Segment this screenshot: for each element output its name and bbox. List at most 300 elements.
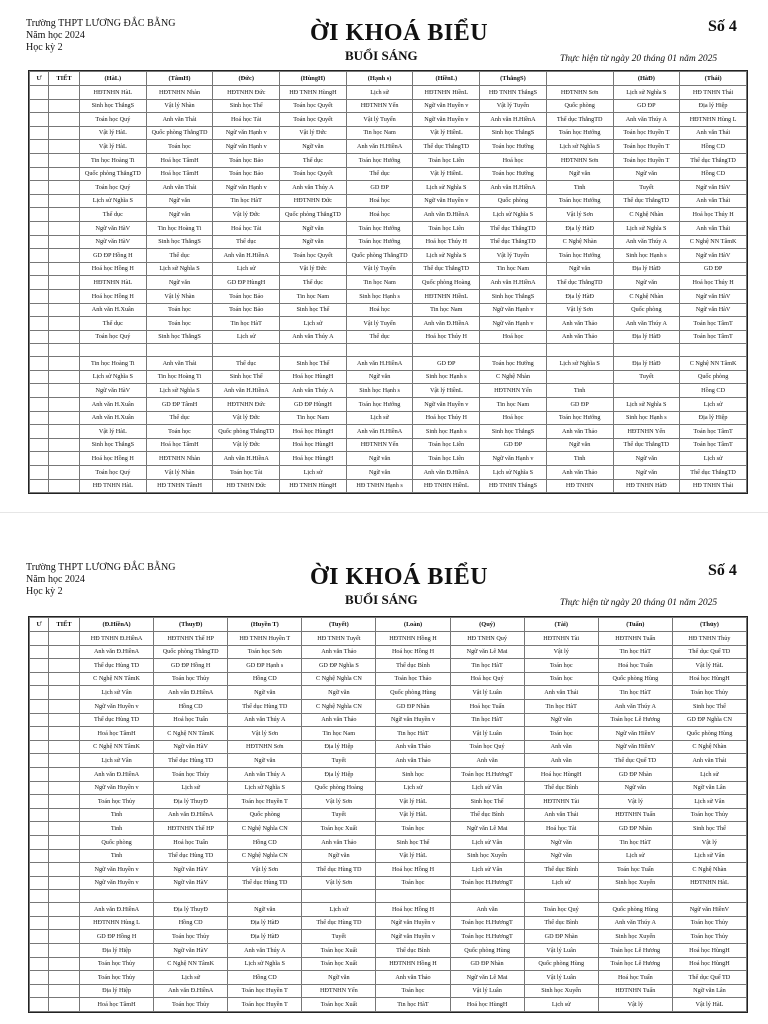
table-cell	[49, 903, 80, 917]
table-cell: Ngữ văn HàV	[680, 249, 747, 263]
table-cell	[49, 998, 80, 1012]
table-cell: Anh văn Thảo	[546, 330, 613, 344]
table-cell: Thể dục Quế TD	[598, 754, 672, 768]
table-cell: Quốc phòng	[680, 370, 747, 384]
table-row	[30, 944, 747, 958]
table-cell: Anh văn Đ.HiềnA	[80, 767, 154, 781]
table-cell	[30, 957, 49, 971]
table-row	[30, 276, 747, 290]
table-cell: Anh văn	[450, 903, 524, 917]
table-cell: Lịch sử	[346, 86, 413, 100]
table-cell: Tin học HàT	[524, 699, 598, 713]
table-cell: Tin học Hoàng Ti	[146, 370, 213, 384]
table-cell: Ngữ văn	[228, 686, 302, 700]
table-cell: Ngữ văn	[346, 466, 413, 480]
table-cell: Hồng CD	[228, 672, 302, 686]
table-cell	[49, 452, 80, 466]
table-cell: Thể dục Bình	[376, 944, 450, 958]
table-cell: C Nghệ Nhàn	[546, 235, 613, 249]
table-cell	[228, 890, 302, 903]
table-cell: Tinh	[546, 384, 613, 398]
table-cell	[30, 781, 49, 795]
table-cell: Ngữ văn	[302, 849, 376, 863]
table-cell: Sinh học ThắngS	[146, 330, 213, 344]
table-cell	[49, 370, 80, 384]
table-cell: Quốc phòng Hùng	[598, 903, 672, 917]
column-header: (I.oàn)	[376, 618, 450, 632]
table-cell: Hoá học TâmH	[80, 998, 154, 1012]
table-cell	[49, 140, 80, 154]
table-cell: Vật lý Tuyến	[346, 262, 413, 276]
table-cell	[613, 384, 680, 398]
table-cell: Anh văn H.HiềnA	[480, 181, 547, 195]
table-cell	[30, 99, 49, 113]
table-cell	[80, 890, 154, 903]
table-cell: Lịch sử	[376, 781, 450, 795]
table-cell: HĐTNHN Tài	[524, 632, 598, 646]
table-cell: Vật lý HàL	[80, 126, 147, 140]
table-cell	[376, 890, 450, 903]
table-cell: Toán học Liên	[413, 221, 480, 235]
table-cell: Hoá học HùngH	[524, 767, 598, 781]
table-cell: Anh văn Thúy A	[613, 235, 680, 249]
table-cell: Thể dục ThắngTD	[546, 113, 613, 127]
table-cell: Toán học Tài	[213, 466, 280, 480]
table-cell: Ngữ văn Lê Mai	[450, 645, 524, 659]
table-cell: C Nghệ NN TâmK	[80, 672, 154, 686]
table-cell: Ngữ văn Huyền v	[376, 713, 450, 727]
session-title: BUỔI SÁNG	[345, 592, 418, 607]
table-cell: Toán học TâmT	[680, 317, 747, 331]
table-row	[30, 466, 747, 480]
table-cell: Toán học	[524, 727, 598, 741]
table-cell: Anh văn H.HiềnA	[346, 140, 413, 154]
table-cell: Ngữ văn Huyền v	[376, 930, 450, 944]
table-cell: Địa lý Hiệp	[302, 767, 376, 781]
table-cell: HĐ TNHN Tuyết	[302, 632, 376, 646]
table-cell	[30, 208, 49, 222]
separator-row	[30, 344, 747, 357]
table-cell	[30, 398, 49, 412]
table-cell	[30, 113, 49, 127]
table-cell: Anh văn Thái	[680, 126, 747, 140]
table-cell: Sinh học Thể	[280, 303, 347, 317]
table-cell: GD ĐP Nhàn	[450, 957, 524, 971]
table-cell	[30, 425, 49, 439]
table-cell: Sinh học Thể	[672, 699, 746, 713]
table-cell: Địa lý HàĐ	[546, 289, 613, 303]
table-cell: Vật lý HiềnL	[413, 126, 480, 140]
table-cell: Anh văn H.Xuân	[80, 303, 147, 317]
table-cell: Ngữ văn	[546, 262, 613, 276]
table-cell: Toán học Bảo	[213, 289, 280, 303]
table-cell: HĐTNHN Đức	[280, 194, 347, 208]
table-cell: Hồng CD	[680, 167, 747, 181]
column-header: (HiềnL)	[413, 72, 480, 86]
table-cell	[49, 890, 80, 903]
table-cell	[450, 890, 524, 903]
table-cell: Tin học HàT	[376, 998, 450, 1012]
table-cell: HĐTNHN HiềnL	[413, 289, 480, 303]
semester: Học kỳ 2	[26, 42, 63, 53]
table-cell	[49, 113, 80, 127]
table-row	[30, 411, 747, 425]
table-cell: HĐ TNHN ThắngS	[480, 479, 547, 493]
table-cell: Ngữ văn Lê Mai	[450, 822, 524, 836]
table-cell: Toán học Quý	[80, 113, 147, 127]
table-cell: Anh văn Thảo	[546, 466, 613, 480]
table-row	[30, 153, 747, 167]
table-cell: Quốc phòng Hoàng	[302, 781, 376, 795]
table-cell: Anh văn Thái	[524, 808, 598, 822]
table-cell: Thể dục	[146, 249, 213, 263]
table-cell: Toán học	[524, 659, 598, 673]
table-cell: Lịch sử Nghĩa S	[80, 370, 147, 384]
table-cell	[30, 822, 49, 836]
table-cell: Toán học TâmT	[680, 438, 747, 452]
table-cell: Vật lý Tuyến	[346, 317, 413, 331]
table-cell: Anh văn Thái	[146, 357, 213, 371]
table-cell: Tinh	[80, 808, 154, 822]
table-cell	[49, 99, 80, 113]
table-row	[30, 659, 747, 673]
table-cell: Toán học Thủy	[672, 916, 746, 930]
table-cell: C Nghệ Nghĩa CN	[228, 822, 302, 836]
table-cell: Vật lý HiềnL	[413, 167, 480, 181]
table-cell: Tin học Nam	[346, 276, 413, 290]
table-cell: Thể dục ThắngTD	[480, 235, 547, 249]
table-cell: Quốc phòng Hùng	[450, 944, 524, 958]
table-cell: Hoá học Hồng H	[80, 452, 147, 466]
table-cell: Ngữ văn Huyền v	[376, 916, 450, 930]
table-cell	[546, 370, 613, 384]
table-cell	[49, 727, 80, 741]
table-cell: Anh văn Thúy A	[228, 767, 302, 781]
table-cell	[49, 659, 80, 673]
table-cell: Anh văn H.HiềnA	[480, 113, 547, 127]
separator-row	[30, 890, 747, 903]
table-cell: Toán học H.HươngT	[450, 767, 524, 781]
school-year: Năm học 2024	[26, 30, 85, 41]
session-title: BUỔI SÁNG	[345, 48, 418, 63]
table-cell	[30, 767, 49, 781]
table-cell: HĐTNHN Hồng H	[376, 957, 450, 971]
table-cell: GD ĐP Nghĩa CN	[672, 713, 746, 727]
table-cell: Toán học Bảo	[213, 153, 280, 167]
table-cell	[30, 153, 49, 167]
table-cell: Ngữ văn Hạnh v	[480, 303, 547, 317]
table-cell: Anh văn Thái	[524, 686, 598, 700]
table-cell: Ngữ văn HiềnV	[598, 740, 672, 754]
table-cell: Lịch sử	[672, 767, 746, 781]
table-cell: Sinh học Thể	[450, 795, 524, 809]
table-cell	[49, 466, 80, 480]
table-cell: HĐTNHN Nhàn	[146, 86, 213, 100]
table-row	[30, 235, 747, 249]
table-row	[30, 438, 747, 452]
table-cell: C Nghệ Nhàn	[672, 740, 746, 754]
table-cell: HĐ TNHN ThắngS	[480, 86, 547, 100]
table-cell: Hoá học TâmH	[80, 727, 154, 741]
column-header: Ư	[30, 72, 49, 86]
table-cell: Thể dục	[213, 235, 280, 249]
table-cell: Hoá học Thúy H	[413, 411, 480, 425]
table-cell: Quốc phòng	[546, 99, 613, 113]
column-header: (ThắngS)	[480, 72, 547, 86]
semester: Học kỳ 2	[26, 586, 63, 597]
table-cell: Anh văn Đ.HiềnA	[154, 686, 228, 700]
table-cell: Sinh học ThắngS	[480, 289, 547, 303]
table-cell: C Nghệ NN TâmK	[680, 357, 747, 371]
table-cell	[49, 317, 80, 331]
table-cell: Ngữ văn	[524, 835, 598, 849]
table-cell: Hoá học Hồng H	[376, 863, 450, 877]
table-cell: Thể dục	[80, 208, 147, 222]
table-cell: Toán học Hướng	[480, 140, 547, 154]
table-cell: Ngữ văn Huyền v	[413, 113, 480, 127]
table-cell: Sinh học ThắngS	[146, 235, 213, 249]
table-cell: GD ĐP TâmH	[146, 398, 213, 412]
table-cell: GD ĐP Nhàn	[598, 767, 672, 781]
table-cell	[30, 984, 49, 998]
table-cell: Anh văn Đ.HiềnA	[413, 208, 480, 222]
table-cell: GD ĐP Hạnh s	[228, 659, 302, 673]
table-cell: HĐTNHN Tuấn	[598, 808, 672, 822]
table-cell: Địa lý Hiệp	[80, 984, 154, 998]
table-cell: Ngữ văn Huyền v	[80, 699, 154, 713]
table-cell: Hoá học TâmH	[146, 438, 213, 452]
table-cell: Anh văn Thảo	[546, 425, 613, 439]
table-cell: Vật lý HàL	[672, 659, 746, 673]
table-cell: Tin học Hoàng Ti	[80, 153, 147, 167]
table-cell: Vật lý Sơn	[546, 208, 613, 222]
table-cell: Sinh học ThắngS	[480, 126, 547, 140]
table-cell: HĐTNHN Thể HP	[154, 822, 228, 836]
table-cell: Toán học Hướng	[346, 221, 413, 235]
table-cell: Lịch sử	[680, 398, 747, 412]
table-cell	[30, 754, 49, 768]
table-row	[30, 208, 747, 222]
table-row	[30, 126, 747, 140]
table-cell: Quốc phòng ThắngTD	[213, 425, 280, 439]
table-row	[30, 452, 747, 466]
table-cell: Hoá học	[346, 194, 413, 208]
table-row	[30, 876, 747, 890]
table-cell: Địa lý HàĐ	[613, 262, 680, 276]
table-cell: HĐTNHN HiềnL	[413, 86, 480, 100]
table-cell	[30, 140, 49, 154]
table-cell	[49, 330, 80, 344]
table-cell: Vật lý Sơn	[302, 795, 376, 809]
table-cell: Sinh học Thể	[213, 99, 280, 113]
table-cell: HĐTNHN Thể HP	[154, 632, 228, 646]
table-cell: Hoá học	[480, 153, 547, 167]
timetable-sheet-2	[0, 512, 768, 1024]
table-cell: Hoá học Tài	[524, 822, 598, 836]
table-row	[30, 686, 747, 700]
table-cell: Toán học Thủy	[80, 957, 154, 971]
table-cell: Hoá học TâmH	[146, 167, 213, 181]
table-cell	[49, 221, 80, 235]
table-cell	[30, 235, 49, 249]
table-cell	[30, 903, 49, 917]
table-cell: Hồng CD	[154, 699, 228, 713]
table-cell: Ngữ văn Hạnh v	[213, 181, 280, 195]
table-cell: Vật lý Luân	[450, 984, 524, 998]
table-cell: Hoá học Tài	[213, 113, 280, 127]
table-cell: Quốc phòng	[228, 808, 302, 822]
table-cell: C Nghệ Nhàn	[672, 863, 746, 877]
column-header: (Tài)	[524, 618, 598, 632]
table-cell: Lịch sử Vân	[80, 686, 154, 700]
table-cell: Lịch sử	[213, 262, 280, 276]
table-cell: C Nghệ Nhàn	[613, 208, 680, 222]
table-cell: Địa lý ThuyĐ	[154, 795, 228, 809]
table-cell: HĐ TNHN HùngH	[280, 86, 347, 100]
table-cell	[30, 727, 49, 741]
table-cell	[49, 686, 80, 700]
table-cell: Anh văn Đ.HiềnA	[413, 317, 480, 331]
table-cell: Lịch sử Nghĩa S	[80, 194, 147, 208]
table-cell: Anh văn Thúy A	[280, 330, 347, 344]
table-cell: Toán học Thủy	[672, 808, 746, 822]
table-row	[30, 903, 747, 917]
table-cell: Toán học	[146, 303, 213, 317]
table-cell: Vật lý Tuyến	[480, 249, 547, 263]
table-cell: Thể dục Hùng TD	[80, 713, 154, 727]
table-cell: Vật lý Nhàn	[146, 466, 213, 480]
table-cell: Ngữ văn HàV	[80, 221, 147, 235]
table-cell: Ngữ văn Huyền v	[80, 863, 154, 877]
table-cell: Vật lý Đức	[280, 262, 347, 276]
table-cell: Hoá học Hồng H	[376, 645, 450, 659]
table-cell: Địa lý HàĐ	[613, 330, 680, 344]
table-cell	[49, 411, 80, 425]
table-cell: Vật lý	[598, 998, 672, 1012]
table-cell: Tin học HàT	[376, 727, 450, 741]
table-cell: Toán học Thủy	[672, 686, 746, 700]
table-row	[30, 317, 747, 331]
table-cell: Tuyết	[613, 181, 680, 195]
table-cell: Lịch sử	[346, 411, 413, 425]
timetable-table	[29, 617, 747, 1012]
table-cell: HĐTNHN Yến	[613, 425, 680, 439]
table-cell: Sinh học	[376, 767, 450, 781]
table-cell: Anh văn Đ.HiềnA	[154, 808, 228, 822]
table-cell: Anh văn H.Xuân	[80, 411, 147, 425]
column-header: TIẾT	[49, 618, 80, 632]
table-cell: Quốc phòng Hùng	[598, 672, 672, 686]
table-cell	[30, 181, 49, 195]
table-cell	[49, 916, 80, 930]
table-cell	[546, 344, 613, 357]
table-cell	[30, 289, 49, 303]
table-cell: HĐTNHN Nhàn	[146, 452, 213, 466]
table-row	[30, 398, 747, 412]
table-cell	[49, 479, 80, 493]
table-cell: Quốc phòng ThắngTD	[80, 167, 147, 181]
table-cell: Vật lý Luân	[450, 686, 524, 700]
table-cell: Thể dục ThắngTD	[480, 221, 547, 235]
table-cell: Thể dục	[346, 330, 413, 344]
table-cell: Sinh học Xuyến	[598, 930, 672, 944]
table-cell: Ngữ văn HàV	[680, 289, 747, 303]
table-cell	[30, 370, 49, 384]
table-cell: GD ĐP HùngH	[213, 276, 280, 290]
table-cell: Toán học Xuất	[302, 957, 376, 971]
table-cell: Lịch sử Nghĩa S	[480, 208, 547, 222]
page-title: ỜI KHOÁ BIỂU	[310, 20, 489, 46]
table-row	[30, 479, 747, 493]
table-cell	[30, 249, 49, 263]
table-cell	[49, 357, 80, 371]
table-row	[30, 822, 747, 836]
table-cell	[49, 153, 80, 167]
table-cell: Toán học Bảo	[213, 167, 280, 181]
table-cell: GD ĐP Hồng H	[154, 659, 228, 673]
table-cell: Toán học Quý	[450, 740, 524, 754]
table-cell: HĐ TNHN HàĐ	[613, 479, 680, 493]
table-cell: Hoá học Hồng H	[376, 903, 450, 917]
table-cell: Toán học Thủy	[154, 998, 228, 1012]
table-cell: Tin học Hoàng Ti	[146, 221, 213, 235]
table-cell: Toán học Hướng	[346, 235, 413, 249]
table-cell	[49, 944, 80, 958]
table-cell	[30, 863, 49, 877]
table-cell: Quốc phòng	[480, 194, 547, 208]
table-cell: HĐTNHN Yến	[346, 438, 413, 452]
table-cell: Toán học H.HươngT	[450, 876, 524, 890]
table-cell: Anh văn Đ.HiềnA	[413, 466, 480, 480]
table-cell: Địa lý HàĐ	[613, 357, 680, 371]
table-cell: Tin học Nam	[346, 126, 413, 140]
page-title: ỜI KHOÁ BIỂU	[310, 564, 489, 590]
table-cell	[49, 808, 80, 822]
table-cell: Lịch sử Nghĩa S	[228, 957, 302, 971]
table-cell: Toán học H.HươngT	[450, 916, 524, 930]
table-cell: Toán học Xuất	[302, 998, 376, 1012]
table-cell: Lịch sử Vân	[450, 781, 524, 795]
table-cell: Anh văn H.Xuân	[80, 398, 147, 412]
table-cell: Anh văn Thái	[680, 221, 747, 235]
table-cell: Hoá học Thúy H	[413, 330, 480, 344]
table-cell: Tin học Nam	[480, 398, 547, 412]
table-cell: Toán học Thủy	[154, 930, 228, 944]
table-cell: HĐTNHN Hồng H	[376, 632, 450, 646]
table-cell: Tin học Nam	[280, 289, 347, 303]
table-cell: Quốc phòng Hùng	[524, 957, 598, 971]
table-cell	[49, 344, 80, 357]
table-row	[30, 370, 747, 384]
table-cell: Lịch sử Nghĩa S	[613, 86, 680, 100]
table-cell: Tin học HàT	[450, 659, 524, 673]
table-cell: Anh văn Thúy A	[228, 944, 302, 958]
table-cell: Ngữ văn Hạnh v	[480, 452, 547, 466]
table-cell: Thể dục	[346, 167, 413, 181]
table-cell: Toán học Quý	[80, 466, 147, 480]
table-cell: Địa lý HàĐ	[228, 916, 302, 930]
table-cell	[30, 303, 49, 317]
table-cell	[213, 344, 280, 357]
table-cell: Anh văn Thúy A	[598, 699, 672, 713]
table-cell: C Nghệ Nhàn	[480, 370, 547, 384]
table-cell: Toán học Thủy	[80, 795, 154, 809]
table-cell: Ngữ văn	[146, 194, 213, 208]
table-cell: Thể dục Hùng TD	[302, 863, 376, 877]
table-row	[30, 330, 747, 344]
table-cell: Sinh học Xuyến	[450, 849, 524, 863]
table-cell: Thể dục Hùng TD	[228, 876, 302, 890]
